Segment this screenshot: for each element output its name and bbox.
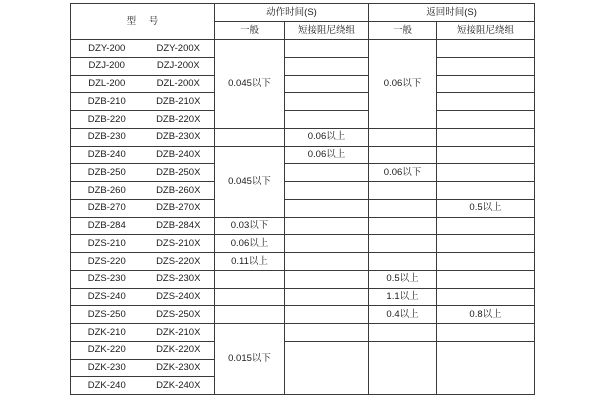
action-general-cell: 0.015以下 bbox=[215, 324, 285, 395]
model-a: DZB-210 bbox=[87, 95, 126, 107]
model-b: DZB-250X bbox=[156, 166, 201, 178]
model-cell bbox=[71, 75, 215, 93]
table-row bbox=[71, 270, 535, 288]
model-a: DZK-240 bbox=[87, 379, 126, 391]
model-cell bbox=[71, 359, 215, 377]
action-damping-cell bbox=[285, 164, 369, 182]
table-row bbox=[71, 341, 535, 359]
return-damping-cell bbox=[437, 288, 535, 306]
return-damping-cell bbox=[437, 324, 535, 342]
action-damping-cell bbox=[285, 235, 369, 253]
table-header bbox=[71, 4, 535, 40]
action-damping-cell bbox=[285, 324, 369, 342]
return-general-cell: 0.06以下 bbox=[369, 40, 437, 129]
model-cell bbox=[71, 377, 215, 395]
model-a: DZJ-200 bbox=[88, 60, 125, 72]
return-general-cell: 0.06以下 bbox=[369, 164, 437, 182]
action-damping-cell bbox=[285, 288, 369, 306]
action-general-cell bbox=[215, 306, 285, 324]
model-b: DZB-210X bbox=[156, 95, 201, 107]
action-general-cell: 0.045以下 bbox=[215, 146, 285, 217]
return-damping-cell bbox=[437, 341, 535, 394]
return-general-cell bbox=[369, 235, 437, 253]
return-damping-cell bbox=[437, 146, 535, 164]
table-row bbox=[71, 40, 535, 58]
header-model: 型 号 bbox=[71, 4, 215, 40]
return-damping-cell bbox=[437, 93, 535, 111]
model-b: DZB-240X bbox=[156, 149, 201, 161]
action-damping-cell bbox=[285, 253, 369, 271]
return-damping-cell bbox=[437, 253, 535, 271]
return-general-cell: 1.1以上 bbox=[369, 288, 437, 306]
return-general-cell bbox=[369, 128, 437, 146]
model-a: DZB-240 bbox=[87, 149, 126, 161]
model-b: DZB-270X bbox=[156, 202, 201, 214]
action-damping-cell bbox=[285, 75, 369, 93]
model-a: DZB-260 bbox=[87, 184, 126, 196]
model-b: DZB-284X bbox=[156, 220, 201, 232]
header-return-time: 返回时间(S) bbox=[369, 4, 535, 22]
model-cell bbox=[71, 341, 215, 359]
return-general-cell bbox=[369, 199, 437, 217]
table-row bbox=[71, 57, 535, 75]
model-a: DZB-250 bbox=[87, 166, 126, 178]
return-damping-cell: 0.8以上 bbox=[437, 306, 535, 324]
return-damping-cell bbox=[437, 57, 535, 75]
table-row bbox=[71, 306, 535, 324]
header-action-damping: 短接阻尼绕组 bbox=[285, 22, 369, 40]
model-cell bbox=[71, 40, 215, 58]
return-general-cell bbox=[369, 217, 437, 235]
model-a: DZL-200 bbox=[88, 78, 126, 90]
table-row bbox=[71, 324, 535, 342]
model-a: DZB-220 bbox=[87, 113, 126, 125]
model-b: DZK-230X bbox=[156, 362, 201, 374]
action-general-cell bbox=[215, 270, 285, 288]
model-cell bbox=[71, 306, 215, 324]
model-cell bbox=[71, 164, 215, 182]
table-row bbox=[71, 253, 535, 271]
action-general-cell bbox=[215, 288, 285, 306]
model-a: DZB-230 bbox=[87, 131, 126, 143]
table-row bbox=[71, 146, 535, 164]
action-damping-cell bbox=[285, 199, 369, 217]
model-b: DZB-230X bbox=[156, 131, 201, 143]
model-b: DZS-250X bbox=[156, 308, 201, 320]
action-damping-cell: 0.06以上 bbox=[285, 128, 369, 146]
model-cell bbox=[71, 253, 215, 271]
return-general-cell bbox=[369, 341, 437, 394]
header-return-general: 一般 bbox=[369, 22, 437, 40]
model-a: DZB-284 bbox=[87, 220, 126, 232]
return-damping-cell bbox=[437, 182, 535, 200]
return-damping-cell bbox=[437, 75, 535, 93]
model-a: DZK-230 bbox=[87, 362, 126, 374]
model-a: DZK-210 bbox=[87, 326, 126, 338]
model-cell bbox=[71, 324, 215, 342]
model-b: DZK-240X bbox=[156, 379, 201, 391]
action-damping-cell bbox=[285, 182, 369, 200]
action-damping-cell bbox=[285, 341, 369, 394]
table-row bbox=[71, 111, 535, 129]
header-action-time: 动作时间(S) bbox=[215, 4, 369, 22]
table-row bbox=[71, 217, 535, 235]
table-row bbox=[71, 235, 535, 253]
return-damping-cell bbox=[437, 217, 535, 235]
return-general-cell bbox=[369, 146, 437, 164]
model-cell bbox=[71, 128, 215, 146]
table-row bbox=[71, 75, 535, 93]
return-general-cell bbox=[369, 324, 437, 342]
model-cell bbox=[71, 93, 215, 111]
model-a: DZS-220 bbox=[87, 255, 126, 267]
table-row bbox=[71, 199, 535, 217]
return-damping-cell bbox=[437, 128, 535, 146]
model-a: DZB-270 bbox=[87, 202, 126, 214]
action-damping-cell bbox=[285, 111, 369, 129]
return-damping-cell bbox=[437, 235, 535, 253]
model-b: DZS-240X bbox=[156, 291, 201, 303]
model-cell bbox=[71, 270, 215, 288]
return-damping-cell bbox=[437, 40, 535, 58]
table-row bbox=[71, 182, 535, 200]
model-a: DZS-240 bbox=[87, 291, 126, 303]
action-damping-cell bbox=[285, 270, 369, 288]
model-cell bbox=[71, 235, 215, 253]
spec-table bbox=[70, 3, 535, 395]
return-damping-cell bbox=[437, 270, 535, 288]
action-general-cell: 0.045以下 bbox=[215, 40, 285, 129]
header-action-general: 一般 bbox=[215, 22, 285, 40]
table-row bbox=[71, 164, 535, 182]
action-damping-cell bbox=[285, 306, 369, 324]
action-general-cell bbox=[215, 128, 285, 146]
action-damping-cell bbox=[285, 57, 369, 75]
model-a: DZY-200 bbox=[88, 42, 126, 54]
action-general-cell: 0.06以上 bbox=[215, 235, 285, 253]
table-row bbox=[71, 128, 535, 146]
return-damping-cell bbox=[437, 164, 535, 182]
model-b: DZY-200X bbox=[156, 42, 200, 54]
model-cell bbox=[71, 288, 215, 306]
model-b: DZL-200X bbox=[156, 78, 200, 90]
model-b: DZS-210X bbox=[156, 237, 201, 249]
model-a: DZK-220 bbox=[87, 344, 126, 356]
action-damping-cell bbox=[285, 40, 369, 58]
model-a: DZS-210 bbox=[87, 237, 126, 249]
action-damping-cell: 0.06以上 bbox=[285, 146, 369, 164]
model-b: DZB-260X bbox=[156, 184, 201, 196]
model-a: DZS-230 bbox=[87, 273, 126, 285]
model-b: DZK-210X bbox=[156, 326, 201, 338]
action-general-cell: 0.03以下 bbox=[215, 217, 285, 235]
model-cell bbox=[71, 57, 215, 75]
return-general-cell: 0.4以上 bbox=[369, 306, 437, 324]
model-b: DZJ-200X bbox=[156, 60, 200, 72]
model-b: DZB-220X bbox=[156, 113, 201, 125]
model-b: DZS-230X bbox=[156, 273, 201, 285]
model-cell bbox=[71, 111, 215, 129]
model-cell bbox=[71, 199, 215, 217]
model-b: DZK-220X bbox=[156, 344, 201, 356]
model-cell bbox=[71, 146, 215, 164]
model-a: DZS-250 bbox=[87, 308, 126, 320]
table-row bbox=[71, 93, 535, 111]
header-return-damping: 短接阻尼绕组 bbox=[437, 22, 535, 40]
model-cell bbox=[71, 182, 215, 200]
table-row bbox=[71, 288, 535, 306]
return-general-cell bbox=[369, 253, 437, 271]
action-damping-cell bbox=[285, 93, 369, 111]
return-damping-cell bbox=[437, 111, 535, 129]
return-general-cell bbox=[369, 182, 437, 200]
model-b: DZS-220X bbox=[156, 255, 201, 267]
model-cell bbox=[71, 217, 215, 235]
action-general-cell: 0.11以上 bbox=[215, 253, 285, 271]
return-general-cell: 0.5以上 bbox=[369, 270, 437, 288]
action-damping-cell bbox=[285, 217, 369, 235]
return-damping-cell: 0.5以上 bbox=[437, 199, 535, 217]
